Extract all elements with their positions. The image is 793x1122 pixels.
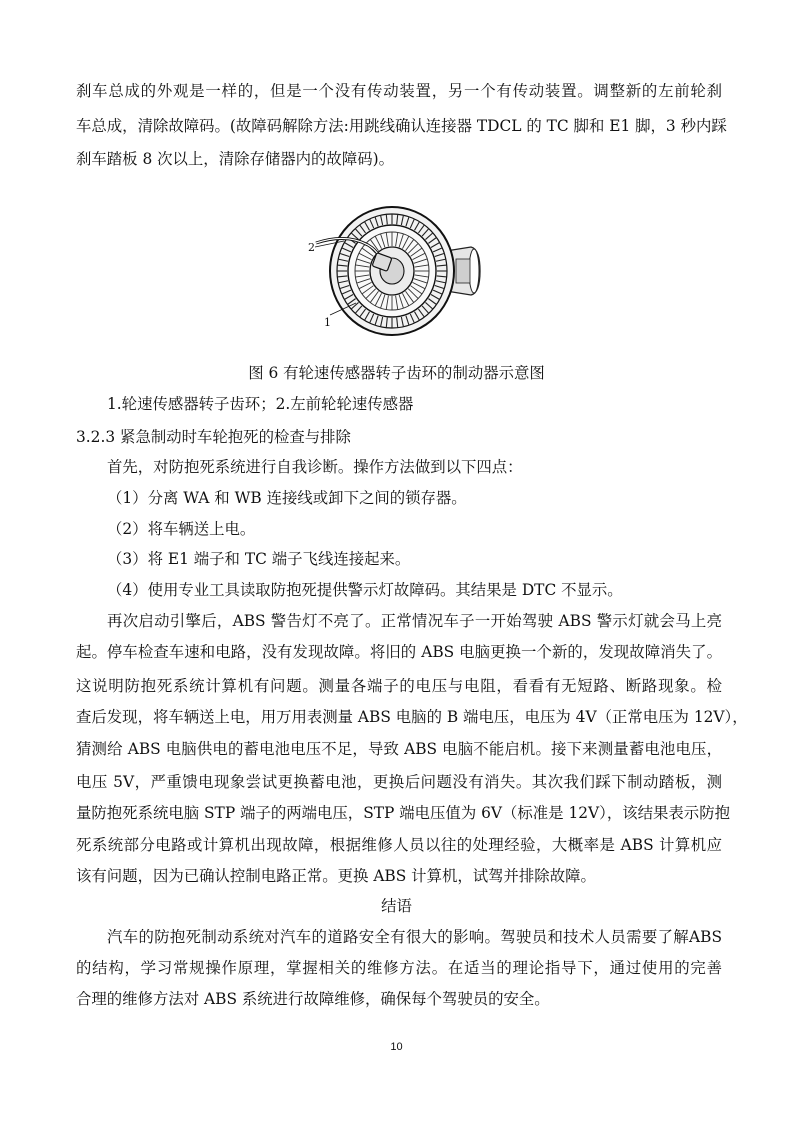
paragraph-line: 猜测给 ABS 电脑供电的蓄电池电压不足，导致 ABS 电脑不能启机。接下来测量蓄电池电压， <box>76 740 722 758</box>
paragraph-line: 查后发现，将车辆送上电，用万用表测量 ABS 电脑的 B 端电压，电压为 4V（正常电压为 12V）， <box>76 708 748 726</box>
brake-rotor-figure <box>306 203 486 339</box>
section-heading: 3.2.3 紧急制动时车轮抱死的检查与排除 <box>76 428 351 446</box>
paragraph-line: 死系统部分电路或计算机出现故障，根据维修人员以往的处理经验，大概率是 ABS 计算机应 <box>76 836 722 854</box>
paragraph-line: 合理的维修方法对 ABS 系统进行故障维修，确保每个驾驶员的安全。 <box>76 990 550 1008</box>
page-number: 10 <box>390 1041 403 1053</box>
paragraph-line: 这说明防抱死系统计算机有问题。测量各端子的电压与电阻，看看有无短路、断路现象。检 <box>76 677 722 695</box>
paragraph-line: 车总成，清除故障码。(故障码解除方法:用跳线确认连接器 TDCL 的 TC 脚和 E1 脚，3 秒内踩 <box>76 117 727 135</box>
step-item: （3）将 E1 端子和 TC 端子飞线连接起来。 <box>107 550 411 568</box>
step-item: （1）分离 WA 和 WB 连接线或卸下之间的锁存器。 <box>107 489 467 507</box>
figure-label-1: 1 <box>324 316 331 329</box>
paragraph-line: 刹车踏板 8 次以上，清除存储器内的故障码)。 <box>76 150 395 168</box>
step-item: （4）使用专业工具读取防抱死提供警示灯故障码。其结果是 DTC 不显示。 <box>107 581 623 599</box>
steps-intro: 首先，对防抱死系统进行自我诊断。操作方法做到以下四点： <box>107 458 523 476</box>
paragraph-line: 该有问题，因为已确认控制电路正常。更换 ABS 计算机，试驾并排除故障。 <box>76 867 596 885</box>
brake-rotor-illustration <box>306 203 486 339</box>
paragraph-line: 量防抱死系统电脑 STP 端子的两端电压，STP 端电压值为 6V（标准是 12V），该结果表示防抱 <box>76 804 730 822</box>
figure-label-2: 2 <box>308 241 315 254</box>
paragraph-line: 起。停车检查车速和电路，没有发现故障。将旧的 ABS 电脑更换一个新的，发现故障消失了。 <box>76 643 722 661</box>
paragraph-line: 电压 5V，严重馈电现象尝试更换蓄电池，更换后问题没有消失。其次我们踩下制动踏板，测 <box>76 773 722 791</box>
paragraph-line: 刹车总成的外观是一样的，但是一个没有传动装置，另一个有传动装置。调整新的左前轮刹 <box>76 82 722 100</box>
paragraph-line: 汽车的防抱死制动系统对汽车的道路安全有很大的影响。驾驶员和技术人员需要了解ABS <box>107 928 722 946</box>
figure-caption: 图 6 有轮速传感器转子齿环的制动器示意图 <box>248 364 545 382</box>
paragraph-line: 的结构，学习常规操作原理，掌握相关的维修方法。在适当的理论指导下，通过使用的完善 <box>76 959 722 977</box>
conclusion-title: 结语 <box>381 897 412 915</box>
figure-legend: 1.轮速传感器转子齿环；2.左前轮轮速传感器 <box>107 395 414 413</box>
step-item: （2）将车辆送上电。 <box>107 520 256 538</box>
paragraph-line: 再次启动引擎后，ABS 警告灯不亮了。正常情况车子一开始驾驶 ABS 警示灯就会马上亮 <box>107 612 722 630</box>
